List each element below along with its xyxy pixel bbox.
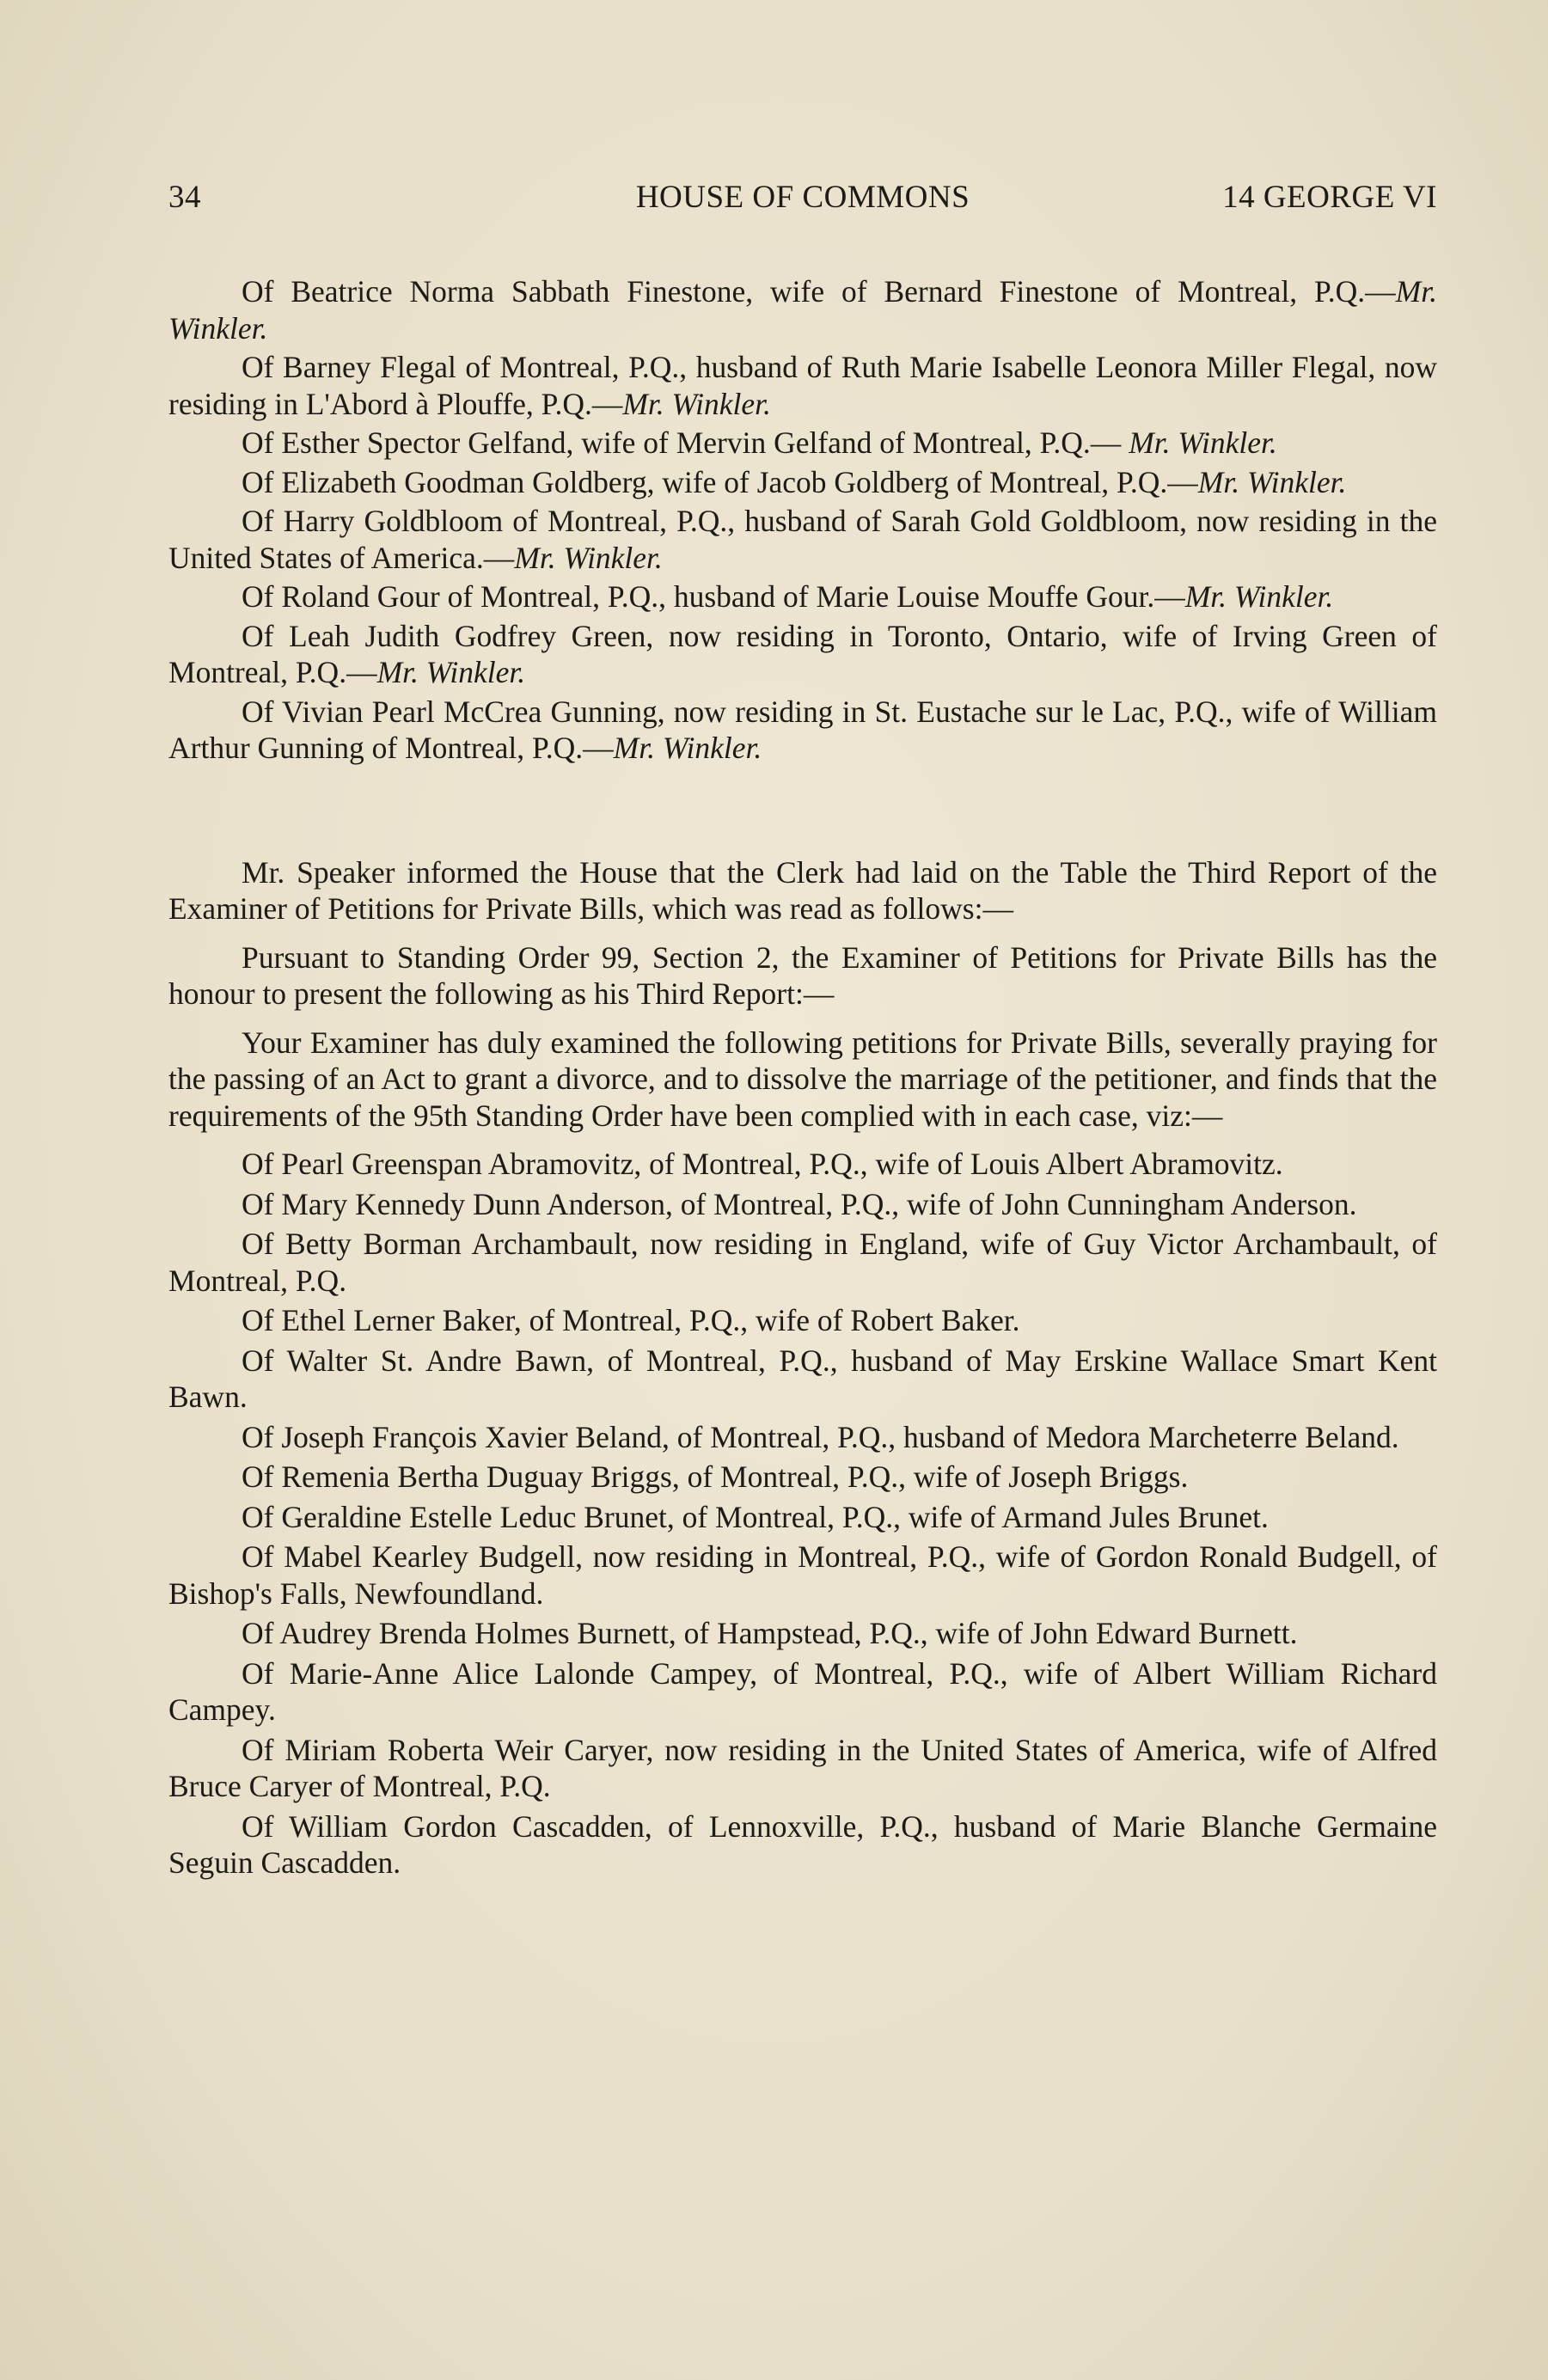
report-pursuant: Pursuant to Standing Order 99, Section 2, the Examiner of Petitions for Private Bills has the honour to present the following as his Third Report:— (168, 939, 1437, 1011)
petition-entry (168, 618, 1437, 691)
report-entry: Of Audrey Brenda Holmes Burnett, of Hampstead, P.Q., wife of John Edward Burnett. (242, 1616, 1298, 1650)
petition-text: Of Barney Flegal of Montreal, P.Q., husband of Ruth Marie Isabelle Leonora Miller Flegal, now residing in L'Abord à Plouffe, P.Q.— (168, 350, 1437, 421)
report-entry: Of Geraldine Estelle Leduc Brunet, of Montreal, P.Q., wife of Armand Jules Brunet. (242, 1499, 1269, 1534)
petitions-list (168, 273, 1437, 767)
petition-entry (168, 503, 1437, 576)
petition-entry (168, 694, 1437, 767)
running-title: HOUSE OF COMMONS (635, 180, 970, 215)
report-entry: Of Remenia Bertha Duguay Briggs, of Montreal, P.Q., wife of Joseph Briggs. (242, 1459, 1189, 1494)
report-entries-list (168, 1146, 1437, 1881)
report-entry: Of Marie-Anne Alice Lalonde Campey, of Montreal, P.Q., wife of Albert William Richard Campey. (168, 1655, 1437, 1727)
petition-text: Of Harry Goldbloom of Montreal, P.Q., husband of Sarah Gold Goldbloom, now residing in the United States of America.— (168, 504, 1437, 575)
petition-mover: Mr. Winkler. (376, 655, 526, 689)
petition-mover: Mr. Winkler. (1197, 464, 1347, 499)
page-number: 34 (168, 180, 201, 215)
report-entry: Of Pearl Greenspan Abramovitz, of Montreal, P.Q., wife of Louis Albert Abramovitz. (242, 1147, 1283, 1181)
petition-text: Of Vivian Pearl McCrea Gunning, now residing in St. Eustache sur le Lac, P.Q., wife of William Arthur Gunning of Montreal, P.Q.— (168, 694, 1437, 765)
petition-text: Of Beatrice Norma Sabbath Finestone, wife of Bernard Finestone of Montreal, P.Q.— (242, 274, 1396, 309)
petition-entry (168, 425, 1437, 462)
petition-mover: Mr. Winkler. (622, 386, 771, 421)
petition-mover: Mr. Winkler. (613, 731, 762, 765)
petition-entry (168, 464, 1437, 501)
report-entry: Of Walter St. Andre Bawn, of Montreal, P.Q., husband of May Erskine Wallace Smart Kent Bawn. (168, 1343, 1437, 1414)
report-entry: Of William Gordon Cascadden, of Lennoxville, P.Q., husband of Marie Blanche Germaine Seguin Cascadden. (168, 1808, 1437, 1880)
report-entry: Of Ethel Lerner Baker, of Montreal, P.Q., wife of Robert Baker. (242, 1303, 1020, 1337)
petition-mover: Mr. Winkler. (514, 540, 663, 575)
page-body (168, 273, 1437, 1885)
page-header (168, 179, 1437, 227)
report-examiner-statement: Your Examiner has duly examined the following petitions for Private Bills, severally praying for the passing of an Act to grant a divorce, and to dissolve the marriage of the petitioner, and finds that the requirements of the 95th Standing Order have been complied with in each case, viz:— (168, 1025, 1437, 1133)
petition-mover: Mr. Winkler. (168, 274, 1437, 346)
examiner-report (168, 854, 1437, 1135)
petition-mover: Mr. Winkler. (1184, 579, 1334, 614)
petition-entry (168, 578, 1437, 615)
session-label: 14 GEORGE VI (1222, 180, 1437, 215)
petition-text: Of Roland Gour of Montreal, P.Q., husband of Marie Louise Mouffe Gour.— (242, 579, 1185, 614)
petition-text: Of Leah Judith Godfrey Green, now residing in Toronto, Ontario, wife of Irving Green of Montreal, P.Q.— (168, 618, 1437, 689)
report-entry: Of Joseph François Xavier Beland, of Montreal, P.Q., husband of Medora Marcheterre Beland. (242, 1419, 1399, 1454)
report-entry: Of Mary Kennedy Dunn Anderson, of Montreal, P.Q., wife of John Cunningham Anderson. (242, 1186, 1357, 1221)
petition-entry (168, 349, 1437, 422)
report-entry: Of Betty Borman Archambault, now residing in England, wife of Guy Victor Archambault, of Montreal, P.Q. (168, 1227, 1437, 1298)
petition-entry (168, 273, 1437, 346)
report-intro: Mr. Speaker informed the House that the Clerk had laid on the Table the Third Report of the Examiner of Petitions for Private Bills, which was read as follows:— (168, 854, 1437, 926)
report-entry: Of Mabel Kearley Budgell, now residing in Montreal, P.Q., wife of Gordon Ronald Budgell, of Bishop's Falls, Newfoundland. (168, 1539, 1437, 1611)
petition-mover: Mr. Winkler. (1129, 425, 1277, 460)
petition-text: Of Elizabeth Goodman Goldberg, wife of Jacob Goldberg of Montreal, P.Q.— (242, 464, 1198, 499)
petition-text: Of Esther Spector Gelfand, wife of Mervin Gelfand of Montreal, P.Q.— (242, 425, 1129, 460)
report-entry: Of Miriam Roberta Weir Caryer, now residing in the United States of America, wife of Alfred Bruce Caryer of Montreal, P.Q. (168, 1732, 1437, 1803)
